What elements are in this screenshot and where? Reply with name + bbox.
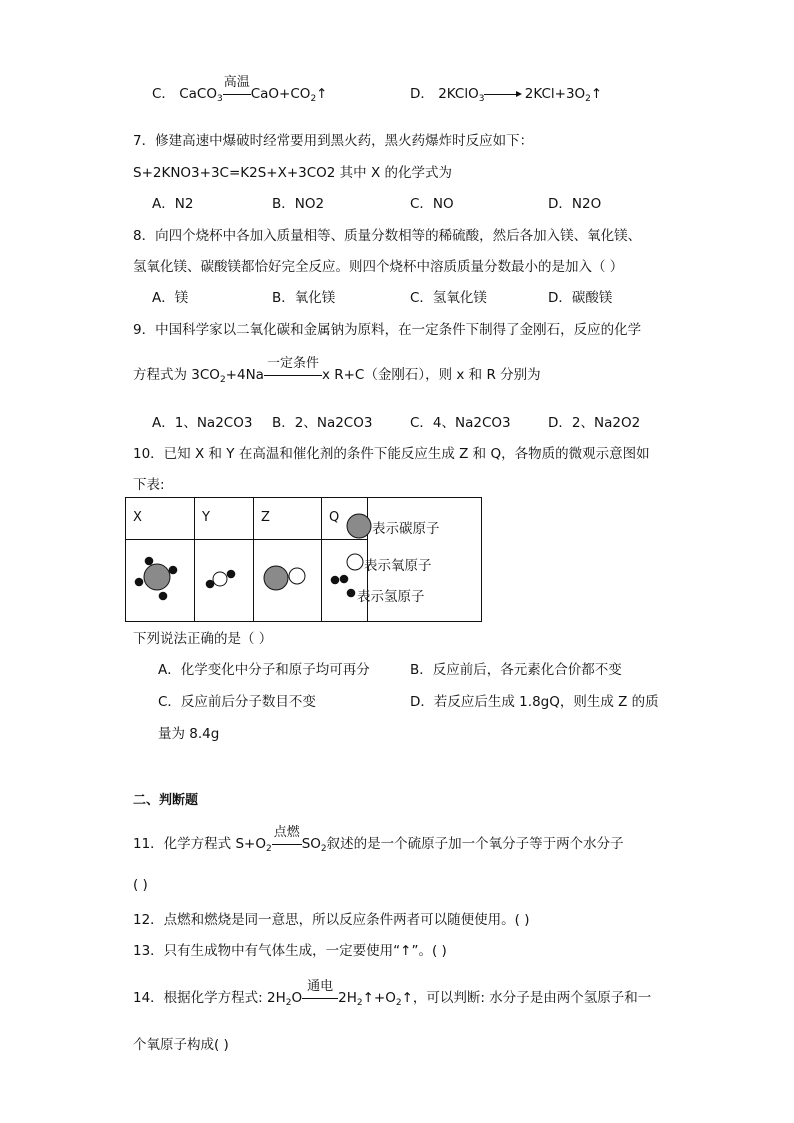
equation-part: x R+C（金刚石），则 x 和 R 分别为: [321, 367, 541, 383]
subscript: 3: [478, 94, 485, 104]
reaction-condition: [302, 979, 338, 1006]
equation-part: CaCO: [179, 86, 217, 102]
subscript: 3: [217, 94, 223, 104]
legend-hydrogen-label: 表示氢原子: [357, 589, 425, 605]
equation-part: 叙述的是一个硫原子加一个氧分子等于两个水分子: [326, 836, 624, 852]
q10-option-a: A．化学变化中分子和原子均可再分: [158, 662, 370, 678]
subscript: 2: [320, 844, 327, 854]
q6-option-c: [152, 75, 328, 104]
subscript: 2: [285, 998, 292, 1008]
carbon-atom-icon: [345, 512, 375, 542]
equation-part: ↑，可以判断: 水分子是由两个氢原子和一: [401, 990, 652, 1006]
gas-arrow: ↑: [590, 86, 603, 102]
subscript: 2: [356, 998, 363, 1008]
equation-part: 2H: [338, 990, 357, 1006]
q10-option-d-cont: 量为 8.4g: [158, 726, 220, 742]
q14-line1: [133, 979, 652, 1008]
water-molecule-icon: [195, 540, 246, 617]
carbon-monoxide-molecule-icon: [254, 540, 314, 617]
q12-statement: 12．点燃和燃烧是同一意思，所以反应条件两者可以随便使用。( ): [133, 912, 530, 928]
molecule-y-cell: [195, 540, 254, 622]
equation-part: 2KClO: [438, 86, 479, 102]
condition-label: 一定条件: [266, 356, 319, 371]
q8-option-c: C．氢氧化镁: [410, 290, 487, 306]
subscript: 2: [585, 94, 591, 104]
header-y: Y: [195, 498, 254, 540]
q7-stem: 7．修建高速中爆破时经常要用到黑火药，黑火药爆炸时反应如下：: [133, 133, 534, 149]
gas-arrow: ↑: [316, 86, 328, 102]
q8-stem-line1: 8．向四个烧杯中各加入质量相等、质量分数相等的稀硫酸，然后各加入镁、氧化镁、: [133, 228, 642, 244]
q9-option-a: A．1、Na2CO3: [152, 415, 253, 431]
molecule-x-cell: [126, 540, 195, 622]
methane-molecule-icon: [126, 540, 187, 617]
q7-option-c: C．NO: [410, 196, 454, 212]
subscript: 2: [219, 375, 226, 385]
q8-option-d: D．碳酸镁: [548, 290, 613, 306]
q10-stem-line2: 下表:: [133, 477, 165, 493]
q9-option-c: C．4、Na2CO3: [410, 415, 511, 431]
equation-part: 11．化学方程式 S+O: [133, 836, 266, 852]
subscript: 2: [310, 94, 317, 104]
reaction-condition: [223, 75, 251, 102]
q11-answer-blank[interactable]: ( ): [133, 877, 148, 893]
option-letter: D．: [410, 86, 434, 102]
header-x: X: [126, 498, 195, 540]
condition-label: 通电: [307, 979, 334, 994]
q9-equation-line: [133, 356, 541, 385]
equation-part: O: [291, 990, 303, 1006]
q13-statement: 13．只有生成物中有气体生成，一定要使用“↑”。( ): [133, 943, 447, 959]
q8-option-b: B．氧化镁: [272, 290, 336, 306]
q8-stem-line2: 氢氧化镁、碳酸镁都恰好完全反应。则四个烧杯中溶质质量分数最小的是加入（ ）: [133, 259, 624, 275]
reaction-arrow: [484, 94, 520, 95]
q6-option-d: [410, 82, 602, 102]
q10-option-b: B．反应前后，各元素化合价都不变: [410, 662, 622, 678]
q10-option-c: C．反应前后分子数目不变: [158, 694, 316, 710]
q11-line: [133, 825, 624, 854]
equation-part: 2KCl+3O: [524, 86, 586, 102]
header-q: Q: [322, 498, 368, 540]
subscript: 2: [265, 844, 272, 854]
equation-part: 14．根据化学方程式: 2H: [133, 990, 286, 1006]
reaction-condition: [264, 356, 322, 383]
q8-option-a: A．镁: [152, 290, 189, 306]
option-letter: C．: [152, 86, 175, 102]
q10-question: 下列说法正确的是（ ）: [133, 631, 273, 647]
equation-part: +4Na: [225, 367, 264, 383]
reaction-condition: [272, 825, 302, 852]
q9-stem-line1: 9．中国科学家以二氧化碳和金属钠为原料，在一定条件下制得了金刚石，反应的化学: [133, 322, 642, 338]
q9-option-d: D．2、Na2O2: [548, 415, 641, 431]
q10-option-d: D．若反应后生成 1.8gQ，则生成 Z 的质: [410, 694, 659, 710]
equation-part: 方程式为 3CO: [133, 367, 220, 383]
condition-label: 点燃: [273, 825, 300, 840]
molecule-z-cell: [254, 540, 322, 622]
q7-option-b: B．NO2: [272, 196, 325, 212]
q14-line2: 个氧原子构成( ): [133, 1037, 229, 1053]
section-title: 二、判断题: [133, 793, 199, 808]
q7-option-d: D．N2O: [548, 196, 602, 212]
equation-part: SO: [301, 836, 321, 852]
equation-part: CaO+CO: [250, 86, 311, 102]
q9-option-b: B．2、Na2CO3: [272, 415, 373, 431]
q7-equation: S+2KNO3+3C=K2S+X+3CO2 其中 X 的化学式为: [133, 165, 453, 181]
condition-label: 高温: [223, 75, 250, 90]
q7-option-a: A．N2: [152, 196, 194, 212]
subscript: 2: [395, 998, 402, 1008]
legend-carbon-label: 表示碳原子: [372, 521, 440, 537]
q10-stem-line1: 10．已知 X 和 Y 在高温和催化剂的条件下能反应生成 Z 和 Q，各物质的微观示意图如: [133, 446, 650, 462]
header-z: Z: [254, 498, 322, 540]
equation-part: ↑+O: [362, 990, 396, 1006]
legend-oxygen-label: 表示氧原子: [364, 558, 432, 574]
